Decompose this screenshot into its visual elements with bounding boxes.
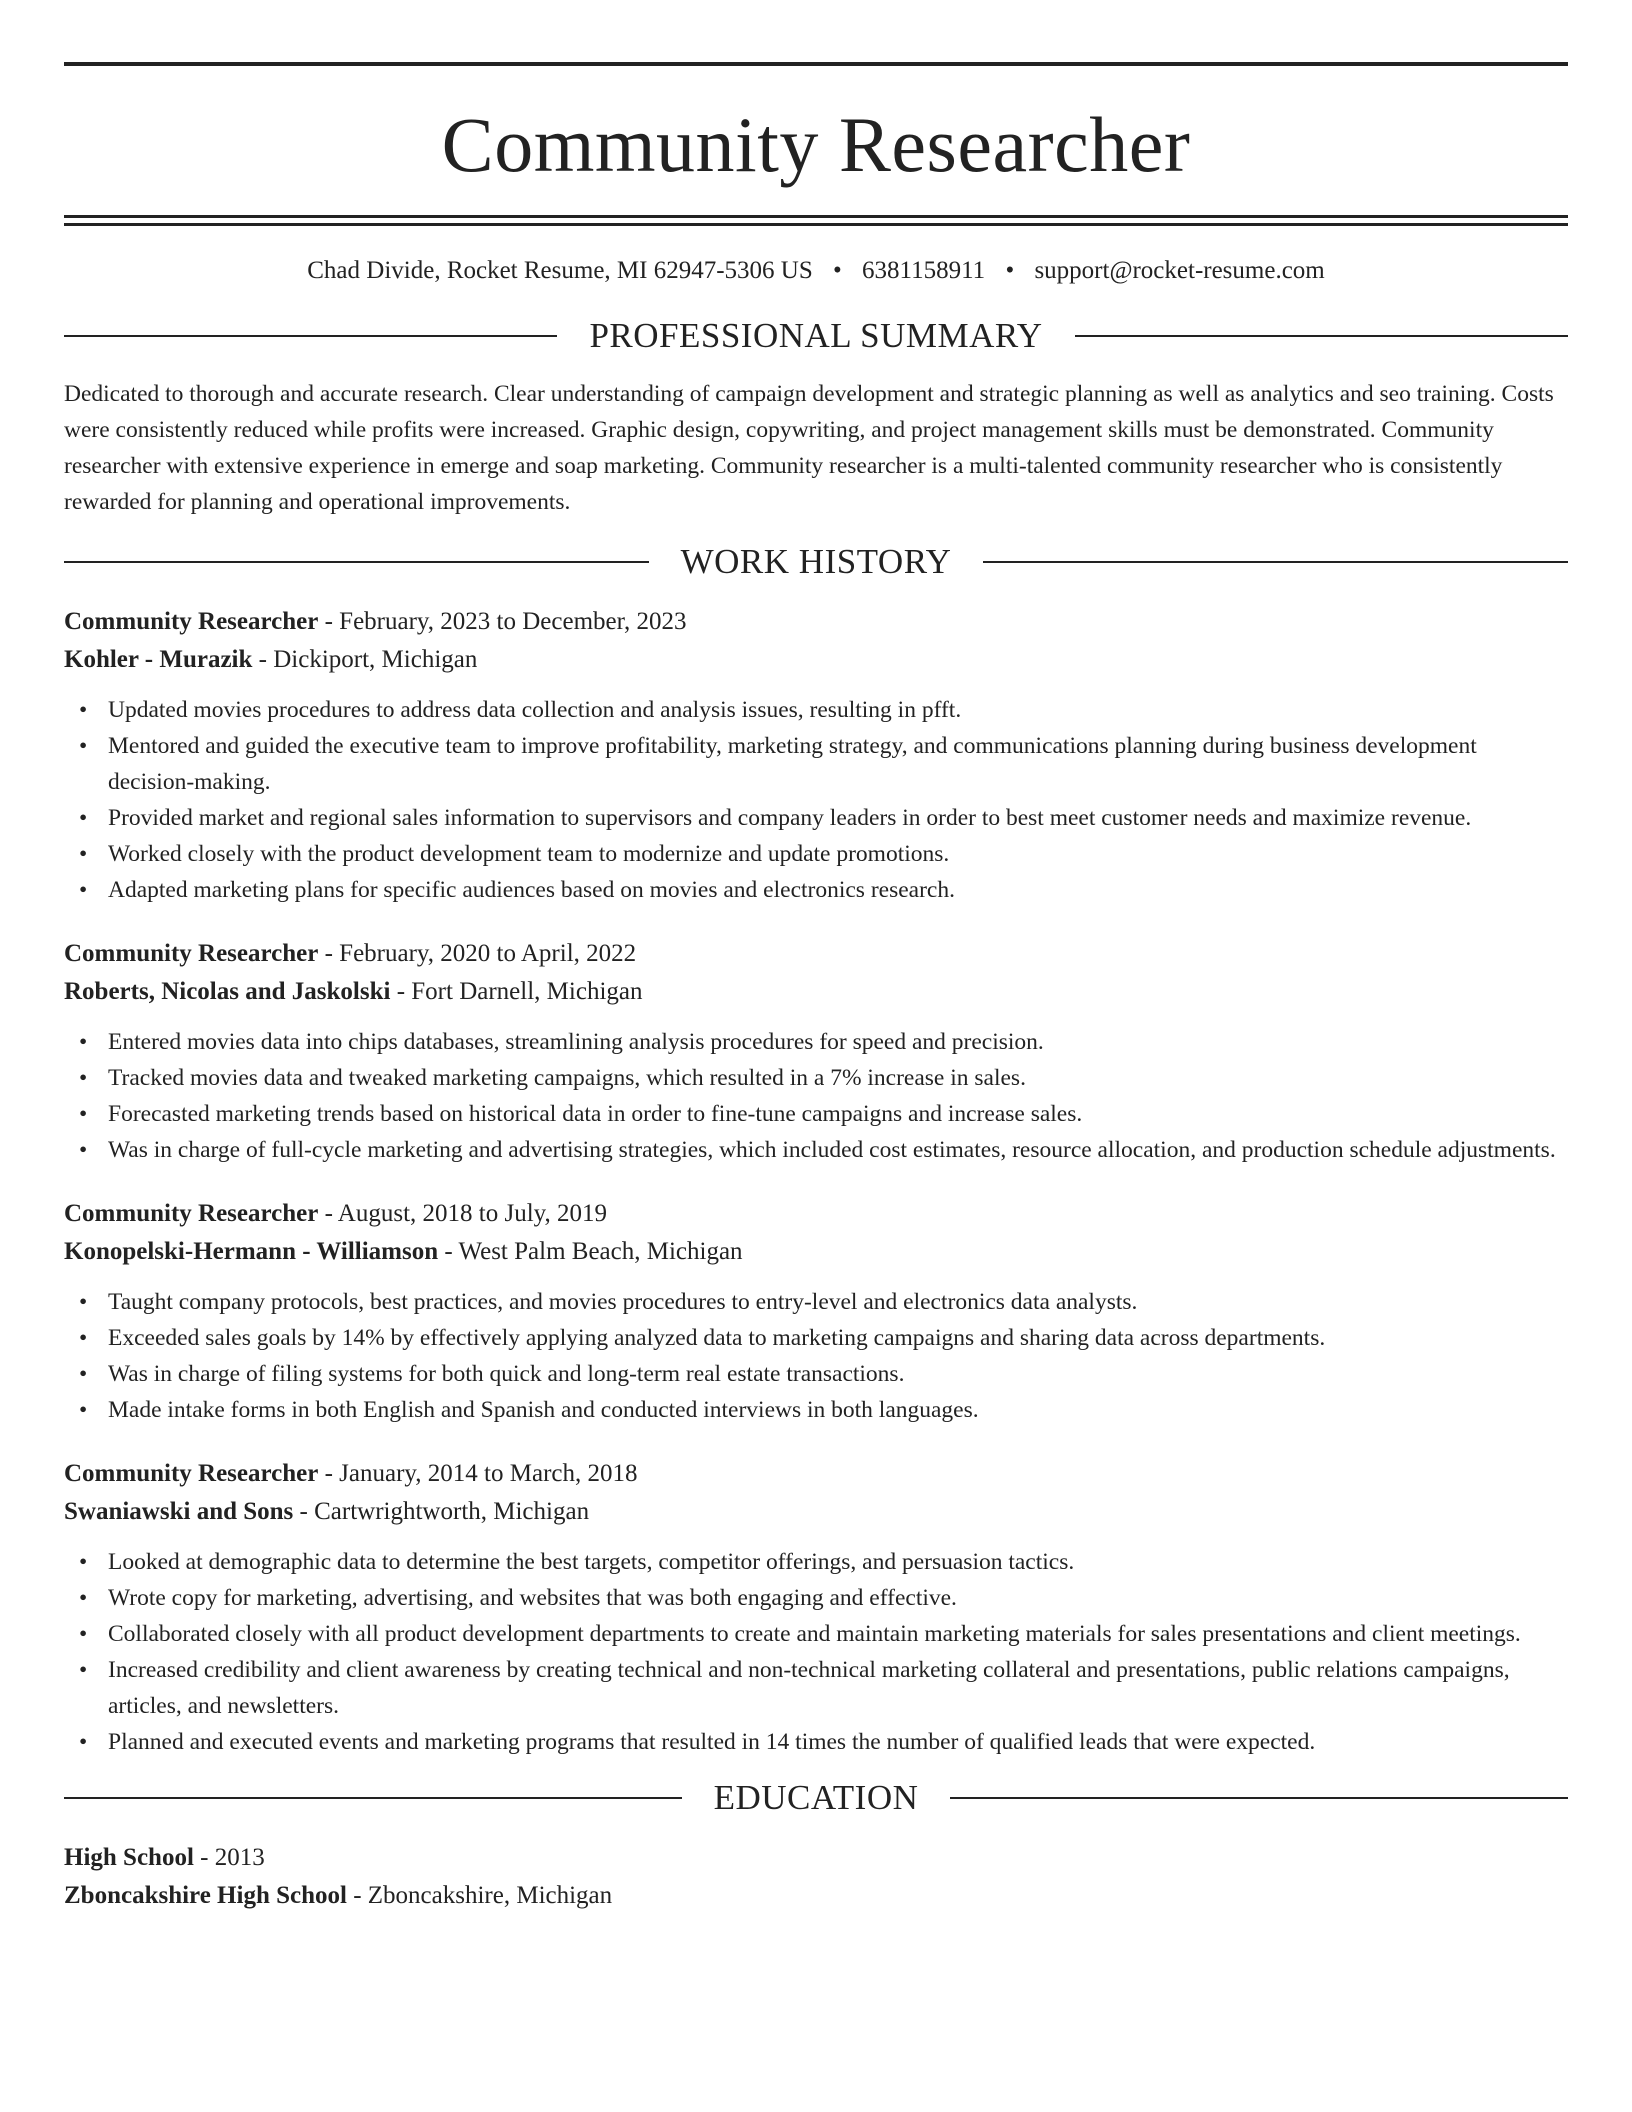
section-rule <box>64 1797 682 1799</box>
list-item <box>64 1356 1568 1392</box>
section-header-education <box>64 1778 1568 1818</box>
bullet-dot: • <box>79 1029 88 1055</box>
list-item <box>64 692 1568 728</box>
job-location: - Cartwrightworth, Michigan <box>293 1498 590 1525</box>
bullet-text: Updated movies procedures to address data collection and analysis issues, resulting in pfft. <box>108 697 962 723</box>
bullet-text: Increased credibility and client awareness by creating technical and non-technical marketing collateral and presentations, public relations campaigns, articles, and newsletters. <box>108 1657 1510 1719</box>
job-employer-line <box>64 976 1568 1008</box>
job-location: - Fort Darnell, Michigan <box>390 978 643 1005</box>
contact-phone: 6381158911 <box>862 257 986 284</box>
list-item <box>64 1320 1568 1356</box>
list-item <box>64 728 1568 800</box>
bullet-text: Was in charge of full-cycle marketing and advertising strategies, which included cost estimates, resource allocation, and production schedule adjustments. <box>108 1137 1556 1163</box>
bullet-text: Was in charge of filing systems for both quick and long-term real estate transactions. <box>108 1361 905 1387</box>
bullet-dot: • <box>79 877 88 903</box>
bullet-text: Looked at demographic data to determine the best targets, competitor offerings, and persuasion tactics. <box>108 1549 1075 1575</box>
job-title: Community Researcher <box>64 1200 319 1227</box>
section-rule <box>1075 335 1568 337</box>
bullet-dot: • <box>79 1065 88 1091</box>
list-item <box>64 1060 1568 1096</box>
section-rule <box>983 561 1568 563</box>
education-school: Zboncakshire High School <box>64 1882 347 1909</box>
bullet-text: Made intake forms in both English and Spanish and conducted interviews in both languages. <box>108 1397 979 1423</box>
section-rule <box>64 561 649 563</box>
contact-separator: • <box>833 257 842 284</box>
job-bullets <box>64 1544 1568 1760</box>
job-entry <box>64 938 1568 1168</box>
education-year: - 2013 <box>193 1844 265 1871</box>
job-dates: - February, 2020 to April, 2022 <box>318 940 637 967</box>
job-entry <box>64 606 1568 908</box>
list-item <box>64 1024 1568 1060</box>
bullet-text: Worked closely with the product development team to modernize and update promotions. <box>108 841 950 867</box>
education-location: - Zboncakshire, Michigan <box>346 1882 613 1909</box>
bullet-text: Adapted marketing plans for specific audiences based on movies and electronics research. <box>108 877 955 903</box>
bullet-dot: • <box>79 1361 88 1387</box>
bullet-dot: • <box>79 1585 88 1611</box>
bullet-dot: • <box>79 1289 88 1315</box>
job-dates: - January, 2014 to March, 2018 <box>318 1460 638 1487</box>
job-employer: Konopelski-Hermann - Williamson <box>64 1238 439 1265</box>
bullet-dot: • <box>79 697 88 723</box>
list-item <box>64 836 1568 872</box>
job-employer-line <box>64 1496 1568 1528</box>
list-item <box>64 1724 1568 1760</box>
list-item <box>64 1544 1568 1580</box>
list-item <box>64 1284 1568 1320</box>
bullet-text: Taught company protocols, best practices, and movies procedures to entry-level and electronics data analysts. <box>108 1289 1138 1315</box>
bullet-dot: • <box>79 805 88 831</box>
job-title-line <box>64 1458 1568 1490</box>
section-title-education: EDUCATION <box>713 1778 919 1817</box>
bullet-text: Provided market and regional sales information to supervisors and company leaders in order to best meet customer needs and maximize revenue. <box>108 805 1472 831</box>
list-item <box>64 872 1568 908</box>
list-item <box>64 1616 1568 1652</box>
job-employer: Kohler - Murazik <box>64 646 253 673</box>
education-school-line <box>64 1880 1568 1912</box>
bullet-text: Entered movies data into chips databases, streamlining analysis procedures for speed and precision. <box>108 1029 1044 1055</box>
bullet-dot: • <box>79 1397 88 1423</box>
bullet-dot: • <box>79 1137 88 1163</box>
bullet-dot: • <box>79 1621 88 1647</box>
job-title-line <box>64 938 1568 970</box>
bullet-dot: • <box>79 1729 88 1755</box>
contact-address: Chad Divide, Rocket Resume, MI 62947-5306 US <box>307 257 813 284</box>
job-location: - Dickiport, Michigan <box>252 646 478 673</box>
bullet-text: Tracked movies data and tweaked marketing campaigns, which resulted in a 7% increase in sales. <box>108 1065 1026 1091</box>
job-employer: Swaniawski and Sons <box>64 1498 294 1525</box>
contact-email: support@rocket-resume.com <box>1034 257 1325 284</box>
job-dates: - February, 2023 to December, 2023 <box>318 608 687 635</box>
education-entry <box>64 1842 1568 1912</box>
job-employer: Roberts, Nicolas and Jaskolski <box>64 978 391 1005</box>
list-item <box>64 1132 1568 1168</box>
bullet-dot: • <box>79 733 88 759</box>
contact-separator: • <box>1005 257 1015 284</box>
list-item <box>64 800 1568 836</box>
section-header-summary <box>64 316 1568 356</box>
summary-text: Dedicated to thorough and accurate research. Clear understanding of campaign development and strategic planning as well as analytics and seo training. Costs were consistently reduced while profits were increased. Graphic design, copywriting, and project management skills must be demonstrated. Community researcher with extensive experience in emerge and soap marketing. Community researcher is a multi-talented community researcher who is consistently rewarded for planning and operational improvements. <box>64 381 1554 515</box>
list-item <box>64 1392 1568 1428</box>
education-degree-line <box>64 1842 1568 1874</box>
bullet-text: Exceeded sales goals by 14% by effectively applying analyzed data to marketing campaigns and sharing data across departments. <box>108 1325 1326 1351</box>
job-title-line <box>64 606 1568 638</box>
job-employer-line <box>64 644 1568 676</box>
section-title-summary: PROFESSIONAL SUMMARY <box>589 316 1043 355</box>
job-entry <box>64 1198 1568 1428</box>
section-header-work <box>64 542 1568 582</box>
job-bullets <box>64 1024 1568 1168</box>
section-rule <box>950 1797 1568 1799</box>
list-item <box>64 1580 1568 1616</box>
job-entry <box>64 1458 1568 1760</box>
bullet-text: Wrote copy for marketing, advertising, and websites that was both engaging and effective. <box>108 1585 957 1611</box>
job-title: Community Researcher <box>64 608 319 635</box>
bullet-text: Planned and executed events and marketing programs that resulted in 14 times the number of qualified leads that were expected. <box>108 1729 1316 1755</box>
bullet-dot: • <box>79 1101 88 1127</box>
list-item <box>64 1096 1568 1132</box>
section-title-work: WORK HISTORY <box>680 542 952 581</box>
job-bullets <box>64 1284 1568 1428</box>
job-title: Community Researcher <box>64 1460 319 1487</box>
education-degree: High School <box>64 1844 194 1871</box>
bullet-dot: • <box>79 1549 88 1575</box>
job-title-line <box>64 1198 1568 1230</box>
list-item <box>64 1652 1568 1724</box>
bullet-text: Mentored and guided the executive team to improve profitability, marketing strategy, and communications planning during business development decision-making. <box>108 733 1477 795</box>
bullet-dot: • <box>79 1325 88 1351</box>
job-employer-line <box>64 1236 1568 1268</box>
job-location: - West Palm Beach, Michigan <box>438 1238 743 1265</box>
bullet-text: Collaborated closely with all product development departments to create and maintain marketing materials for sales presentations and client meetings. <box>108 1621 1521 1647</box>
bullet-text: Forecasted marketing trends based on historical data in order to fine-tune campaigns and increase sales. <box>108 1101 1083 1127</box>
resume-title: Community Researcher <box>441 101 1191 188</box>
top-rule <box>64 62 1568 66</box>
job-bullets <box>64 692 1568 908</box>
bullet-dot: • <box>79 841 88 867</box>
section-rule <box>64 335 557 337</box>
contact-line <box>64 256 1568 286</box>
job-dates: - August, 2018 to July, 2019 <box>318 1200 608 1227</box>
job-title: Community Researcher <box>64 940 319 967</box>
bullet-dot: • <box>79 1657 88 1683</box>
title-double-rule <box>64 215 1568 226</box>
